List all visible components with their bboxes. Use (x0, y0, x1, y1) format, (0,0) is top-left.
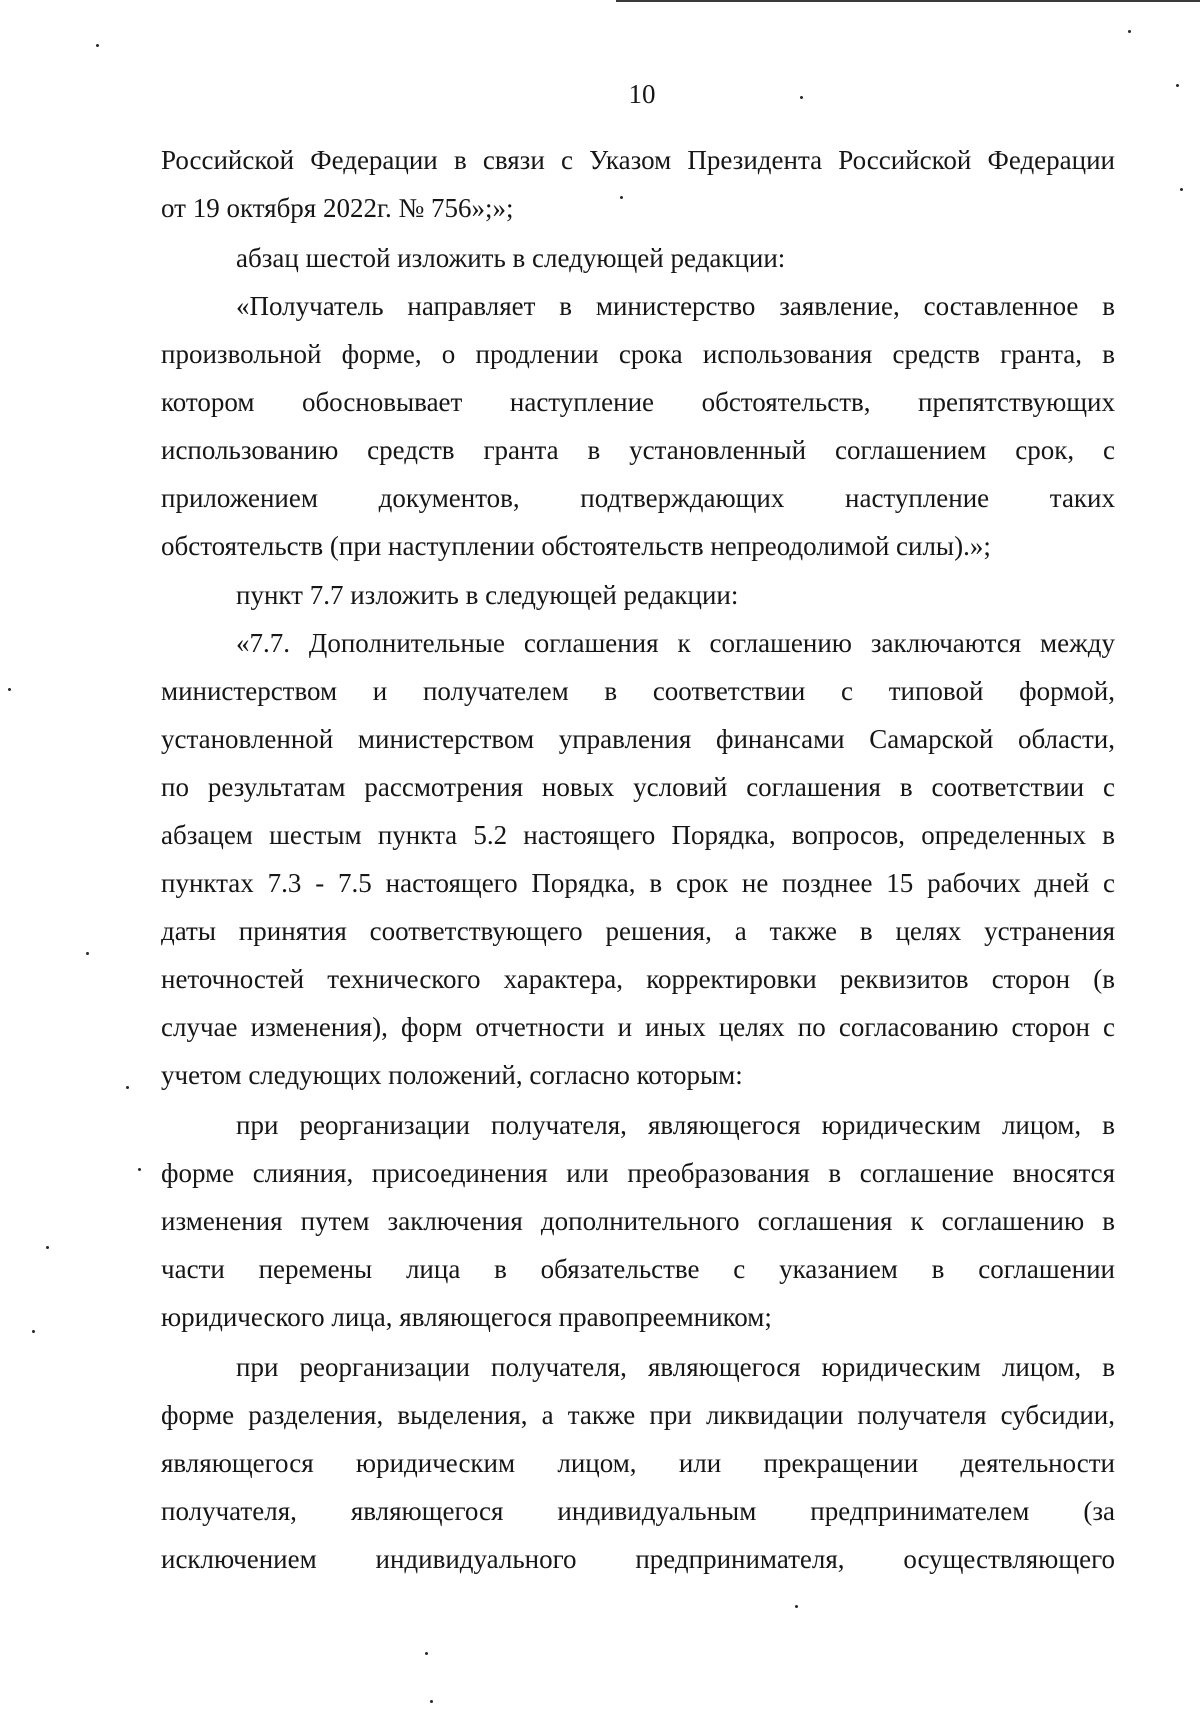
scan-speck (32, 1330, 35, 1333)
text-line: по результатам рассмотрения новых условий соглашения в соответствии с (161, 772, 1115, 802)
scan-speck (138, 1168, 141, 1171)
scan-speck (620, 196, 623, 199)
scan-speck (126, 1086, 129, 1089)
text-line: абзац шестой изложить в следующей редакции: (236, 243, 786, 273)
text-line: Российской Федерации в связи с Указом Президента Российской Федерации (161, 145, 1115, 175)
scan-speck (8, 688, 11, 691)
scan-speck (795, 1605, 798, 1608)
text-line: форме разделения, выделения, а также при ликвидации получателя субсидии, (161, 1400, 1115, 1430)
text-line: использованию средств гранта в установленный соглашением срок, с (161, 435, 1115, 465)
text-line: даты принятия соответствующего решения, а также в целях устранения (161, 916, 1115, 946)
text-line: приложением документов, подтверждающих наступление таких (161, 483, 1115, 513)
scan-speck (1176, 84, 1179, 87)
scan-speck (96, 44, 99, 47)
text-line: исключением индивидуального предпринимателя, осуществляющего (161, 1544, 1115, 1574)
text-line: «7.7. Дополнительные соглашения к соглашению заключаются между (236, 628, 1115, 658)
text-line: министерством и получателем в соответствии с типовой формой, (161, 676, 1115, 706)
text-line: учетом следующих положений, согласно которым: (161, 1060, 743, 1090)
page-number: 10 (628, 79, 656, 109)
text-line: при реорганизации получателя, являющегося юридическим лицом, в (236, 1110, 1115, 1140)
text-line: обстоятельств (при наступлении обстоятельств непреодолимой силы).»; (161, 531, 991, 561)
text-line: случае изменения), форм отчетности и иных целях по согласованию сторон с (161, 1012, 1115, 1042)
text-line: получателя, являющегося индивидуальным предпринимателем (за (161, 1496, 1115, 1526)
text-line: неточностей технического характера, корректировки реквизитов сторон (в (161, 964, 1115, 994)
text-line: произвольной форме, о продлении срока использования средств гранта, в (161, 339, 1115, 369)
scan-speck (430, 1700, 433, 1703)
text-line: форме слияния, присоединения или преобразования в соглашение вносятся (161, 1158, 1115, 1188)
text-line: «Получатель направляет в министерство заявление, составленное в (236, 291, 1115, 321)
scan-speck (1128, 30, 1131, 33)
text-line: от 19 октября 2022г. № 756»;»; (161, 193, 514, 223)
text-line: пункт 7.7 изложить в следующей редакции: (236, 580, 739, 610)
text-line: при реорганизации получателя, являющегося юридическим лицом, в (236, 1352, 1115, 1382)
text-line: части перемены лица в обязательстве с указанием в соглашении (161, 1254, 1115, 1284)
scan-speck (425, 1652, 428, 1655)
text-line: котором обосновывает наступление обстоятельств, препятствующих (161, 387, 1115, 417)
scan-speck (1180, 188, 1183, 191)
text-line: абзацем шестым пункта 5.2 настоящего Порядка, вопросов, определенных в (161, 820, 1115, 850)
text-line: изменения путем заключения дополнительного соглашения к соглашению в (161, 1206, 1115, 1236)
text-line: пунктах 7.3 - 7.5 настоящего Порядка, в срок не позднее 15 рабочих дней с (161, 868, 1115, 898)
top-edge-rule (616, 0, 1200, 2)
scan-speck (86, 952, 89, 955)
scan-speck (46, 1246, 49, 1249)
text-line: юридического лица, являющегося правопреемником; (161, 1302, 772, 1332)
text-line: являющегося юридическим лицом, или прекращении деятельности (161, 1448, 1115, 1478)
text-line: установленной министерством управления финансами Самарской области, (161, 724, 1115, 754)
scan-speck (800, 96, 803, 99)
